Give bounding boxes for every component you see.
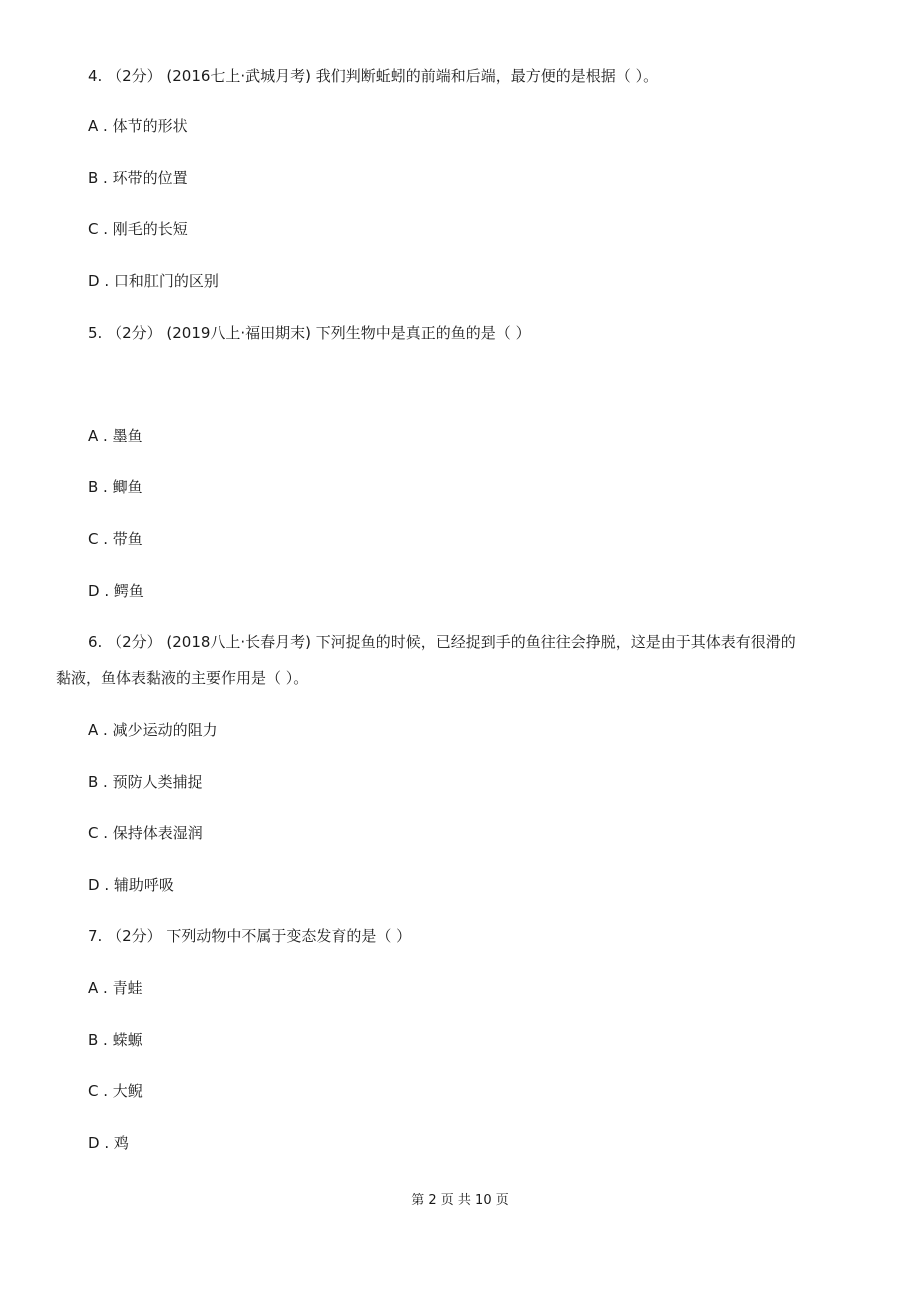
- question-6-option-a: A . 减少运动的阻力: [88, 721, 218, 739]
- question-5-option-c: C . 带鱼: [88, 530, 143, 548]
- question-7-option-d: D . 鸡: [88, 1134, 129, 1152]
- question-4-option-c: C . 刚毛的长短: [88, 220, 188, 238]
- question-6-stem: 6. （2分） (2018八上·长春月考) 下河捉鱼的时候，已经捉到手的鱼往往会挣脱，这是由于其体表有很滑的: [88, 633, 796, 651]
- question-7-option-b: B . 蝾螈: [88, 1031, 143, 1049]
- question-4-option-a: A . 体节的形状: [88, 117, 188, 135]
- question-5-option-d: D . 鳄鱼: [88, 582, 144, 600]
- question-6-stem-continued: 黏液，鱼体表黏液的主要作用是（ ）。: [56, 669, 309, 687]
- question-5-option-a: A . 墨鱼: [88, 427, 143, 445]
- question-4-stem: 4. （2分） (2016七上·武城月考) 我们判断蚯蚓的前端和后端，最方便的是根据（ ）。: [88, 67, 659, 85]
- question-4-option-b: B . 环带的位置: [88, 169, 188, 187]
- question-6-option-c: C . 保持体表湿润: [88, 824, 203, 842]
- question-7-stem: 7. （2分） 下列动物中不属于变态发育的是（ ）: [88, 927, 412, 945]
- question-7-option-c: C . 大鲵: [88, 1082, 143, 1100]
- question-5-stem: 5. （2分） (2019八上·福田期末) 下列生物中是真正的鱼的是（ ）: [88, 324, 531, 342]
- question-6-option-b: B . 预防人类捕捉: [88, 773, 203, 791]
- question-4-option-d: D . 口和肛门的区别: [88, 272, 219, 290]
- page-footer: 第 2 页 共 10 页: [411, 1193, 509, 1208]
- question-7-option-a: A . 青蛙: [88, 979, 143, 997]
- question-5-option-b: B . 鲫鱼: [88, 478, 143, 496]
- question-6-option-d: D . 辅助呼吸: [88, 876, 174, 894]
